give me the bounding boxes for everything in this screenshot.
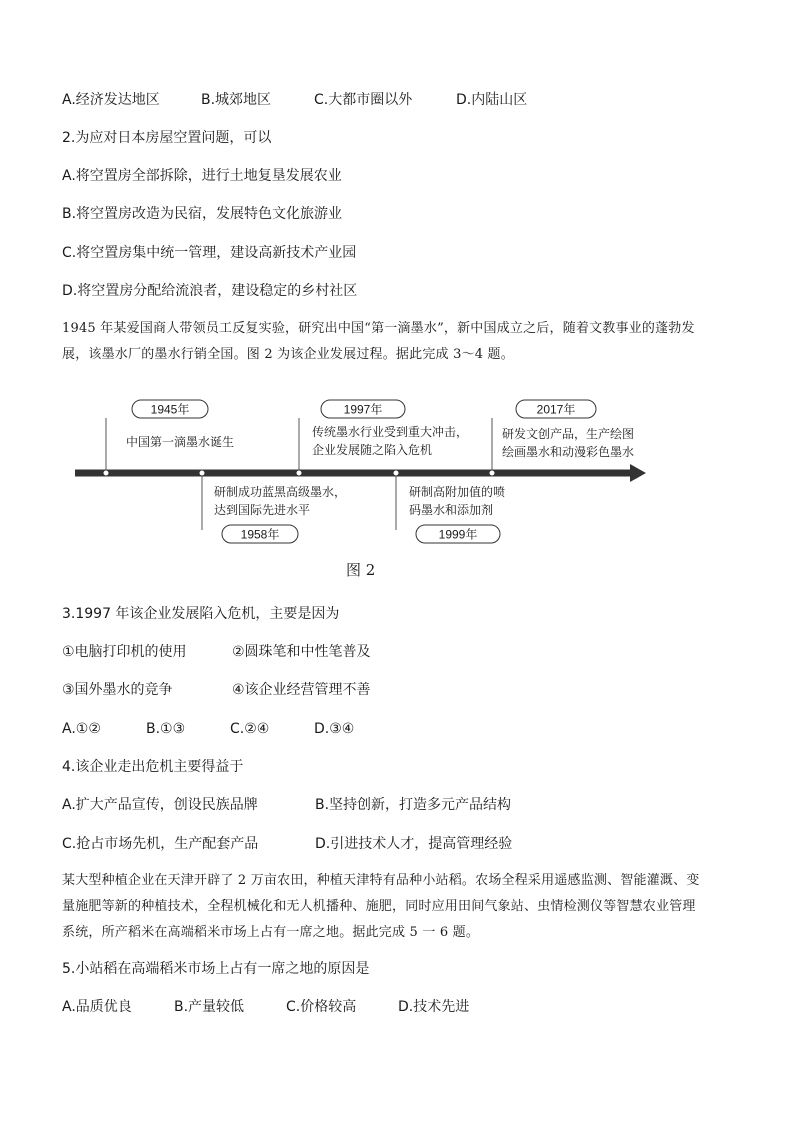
q3-option-d: D.③④	[314, 721, 355, 737]
q1-option-a: A.经济发达地区	[62, 92, 160, 108]
q3-item-4: ④该企业经营管理不善	[232, 682, 371, 698]
material-2-line-3: 系统，所产稻米在高端稻米市场上占有一席之地。据此完成 5 一 6 题。	[62, 925, 480, 940]
year-1945: 1945年	[150, 402, 190, 417]
timeline-dot-1958	[199, 470, 205, 476]
year-1997: 1997年	[343, 402, 383, 417]
q3-item-2: ②圆珠笔和中性笔普及	[232, 644, 371, 660]
timeline-dot-1999	[393, 470, 399, 476]
q1-option-d: D.内陆山区	[456, 92, 528, 108]
q4-option-a: A.扩大产品宣传，创设民族品牌	[62, 797, 258, 813]
event-1945-line-1: 中国第一滴墨水诞生	[126, 435, 235, 449]
q3-option-a: A.①②	[62, 721, 101, 737]
timeline-dot-2017	[489, 470, 495, 476]
q1-option-c: C.大都市圈以外	[314, 92, 413, 108]
year-2017: 2017年	[536, 402, 576, 417]
material-1-line-2: 展，该墨水厂的墨水行销全国。图 2 为该企业发展过程。据此完成 3～4 题。	[62, 347, 514, 362]
q3-item-1: ①电脑打印机的使用	[62, 644, 187, 660]
q2-option-c: C.将空置房集中统一管理，建设高新技术产业园	[62, 245, 357, 261]
timeline-arrowhead	[630, 464, 646, 482]
q2-option-d: D.将空置房分配给流浪者，建设稳定的乡村社区	[62, 283, 358, 299]
figure-caption: 图 2	[346, 561, 376, 579]
q4-option-c: C.抢占市场先机，生产配套产品	[62, 836, 259, 852]
q2-stem: 2.为应对日本房屋空置问题，可以	[62, 130, 272, 146]
timeline-dot-1997	[296, 470, 302, 476]
q4-option-d: D.引进技术人才，提高管理经验	[315, 836, 513, 852]
q4-stem: 4.该企业走出危机主要得益于	[62, 759, 244, 775]
event-1999-line-2: 码墨水和添加剂	[409, 503, 494, 517]
year-1958: 1958年	[240, 527, 280, 542]
q5-stem: 5.小站稻在高端稻米市场上占有一席之地的原因是	[62, 961, 370, 977]
event-2017-line-1: 研发文创产品，生产绘图	[502, 427, 635, 441]
q5-option-b: B.产量较低	[174, 999, 245, 1015]
timeline-figure	[70, 392, 650, 552]
year-1999: 1999年	[438, 527, 478, 542]
event-1997-line-2: 企业发展随之陷入危机	[312, 443, 433, 457]
q5-option-a: A.品质优良	[62, 999, 132, 1015]
q4-option-b: B.坚持创新，打造多元产品结构	[315, 797, 512, 813]
q3-stem: 3.1997 年该企业发展陷入危机，主要是因为	[62, 606, 340, 622]
q2-option-b: B.将空置房改造为民宿，发展特色文化旅游业	[62, 206, 343, 222]
q1-option-b: B.城郊地区	[201, 92, 272, 108]
material-2-line-1: 某大型种植企业在天津开辟了 2 万亩农田，种植天津特有品种小站稻。农场全程采用遥感监测、智能灌溉、变	[62, 873, 700, 888]
timeline-dot-1945	[103, 470, 109, 476]
q3-item-3: ③国外墨水的竞争	[62, 682, 173, 698]
material-passage-2	[62, 868, 732, 946]
event-1999-line-1: 研制高附加值的喷	[409, 485, 506, 499]
event-1958-line-1: 研制成功蓝黑高级墨水，	[214, 485, 347, 499]
material-passage-1	[62, 316, 732, 368]
q3-option-b: B.①③	[146, 721, 186, 737]
event-2017-line-2: 绘画墨水和动漫彩色墨水	[502, 445, 635, 459]
q5-option-c: C.价格较高	[286, 999, 357, 1015]
q5-option-d: D.技术先进	[398, 999, 470, 1015]
q3-option-c: C.②④	[230, 721, 270, 737]
event-1997-line-1: 传统墨水行业受到重大冲击，	[312, 425, 469, 439]
event-1958-line-2: 达到国际先进水平	[214, 503, 311, 517]
q2-option-a: A.将空置房全部拆除，进行土地复垦发展农业	[62, 168, 342, 184]
material-2-line-2: 量施肥等新的种植技术，全程机械化和无人机播种、施肥，同时应用田间气象站、虫情检测仪等智慧农业管理	[62, 899, 696, 914]
material-1-line-1: 1945 年某爱国商人带领员工反复实验，研究出中国“第一滴墨水”，新中国成立之后，随着文教事业的蓬勃发	[62, 321, 695, 336]
